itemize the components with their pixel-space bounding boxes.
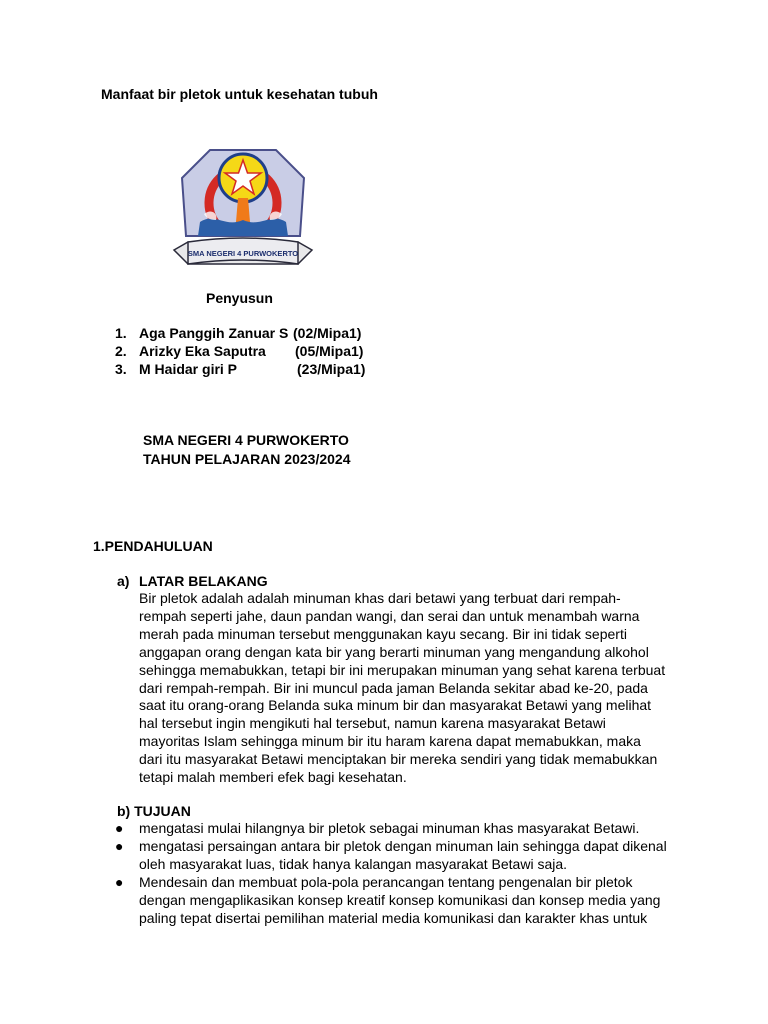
author-name: M Haidar giri P [139, 361, 238, 377]
paragraph-line: merah pada minuman tersebut menggunakan kayu secang. Bir ini tidak seperti [139, 625, 627, 642]
paragraph-line: dari itu masyarakat Betawi menciptakan bir mereka sendiri yang tidak memabukkan [139, 751, 658, 768]
list-item-line: paling tepat disertai pemilihan material media komunikasi dan karakter khas untuk [139, 909, 648, 926]
school-emblem-icon [170, 138, 316, 272]
author-name: Arizky Eka Saputra [139, 343, 266, 359]
subsection-heading-tujuan: b) TUJUAN [117, 803, 191, 819]
author-class: (23/Mipa1) [297, 361, 366, 377]
list-item-line: mengatasi mulai hilangnya bir pletok sebagai minuman khas masyarakat Betawi. [139, 820, 640, 836]
bullet-icon: ● [115, 837, 124, 854]
paragraph-line: tetapi malah memberi efek bagi kesehatan. [139, 769, 407, 786]
school-block [143, 431, 350, 469]
school-name: SMA NEGERI 4 PURWOKERTO [143, 432, 349, 448]
school-logo [170, 138, 316, 272]
paragraph-line: dari rempah-rempah. Bir ini muncul pada jaman Belanda sekitar abad ke-20, pada [139, 679, 648, 696]
section-heading-pendahuluan: 1.PENDAHULUAN [93, 538, 213, 554]
bullet-icon: ● [115, 873, 124, 890]
penyusun-heading: Penyusun [206, 290, 273, 306]
list-item-line: Mendesain dan membuat pola-pola perancangan tentang pengenalan bir pletok [139, 873, 633, 890]
author-class: (05/Mipa1) [295, 343, 364, 359]
author-name: Aga Panggih Zanuar S [139, 325, 289, 341]
paragraph-line: hal tersebut ingin mengikuti hal tersebut, namun karena masyarakat Betawi [139, 715, 606, 732]
author-number: 3. [115, 361, 127, 377]
paragraph-line: saat itu orang-orang Belanda suka minum bir dan masyarakat Betawi yang melihat [139, 697, 652, 714]
paragraph-line: sehingga memabukkan, tetapi bir ini merupakan minuman yang sehat karena terbuat [139, 661, 666, 678]
tujuan-list [115, 820, 685, 927]
bullet-icon: ● [115, 820, 124, 836]
logo-text: SMA NEGERI 4 PURWOKERTO [187, 249, 299, 258]
list-item-line: oleh masyarakat luas, tidak hanya kalangan masyarakat Betawi saja. [139, 855, 568, 872]
subsection-title: LATAR BELAKANG [139, 573, 268, 589]
document-title: Manfaat bir pletok untuk kesehatan tubuh [101, 86, 378, 102]
author-number: 1. [115, 325, 127, 341]
list-item [115, 820, 685, 838]
school-year: TAHUN PELAJARAN 2023/2024 [143, 451, 351, 467]
list-item [115, 838, 685, 874]
paragraph-line: Bir pletok adalah adalah minuman khas dari betawi yang terbuat dari rempah- [139, 590, 621, 606]
list-item-line: mengatasi persaingan antara bir pletok dengan minuman lain sehingga dapat dikenal [139, 837, 667, 854]
subsection-label: a) [117, 573, 130, 589]
author-number: 2. [115, 343, 127, 359]
paragraph-line: mayoritas Islam sehingga minum bir itu haram karena dapat memabukkan, maka [139, 733, 641, 750]
paragraph-line: anggapan orang dengan kata bir yang berarti minuman yang mengandung alkohol [139, 643, 649, 660]
latar-paragraph [139, 590, 684, 787]
author-class: (02/Mipa1) [293, 325, 362, 341]
list-item [115, 874, 685, 928]
paragraph-line: rempah seperti jahe, daun pandan wangi, dan serai dan untuk menambah warna [139, 607, 640, 624]
list-item-line: dengan mengaplikasikan konsep kreatif konsep komunikasi dan konsep media yang [139, 891, 661, 908]
